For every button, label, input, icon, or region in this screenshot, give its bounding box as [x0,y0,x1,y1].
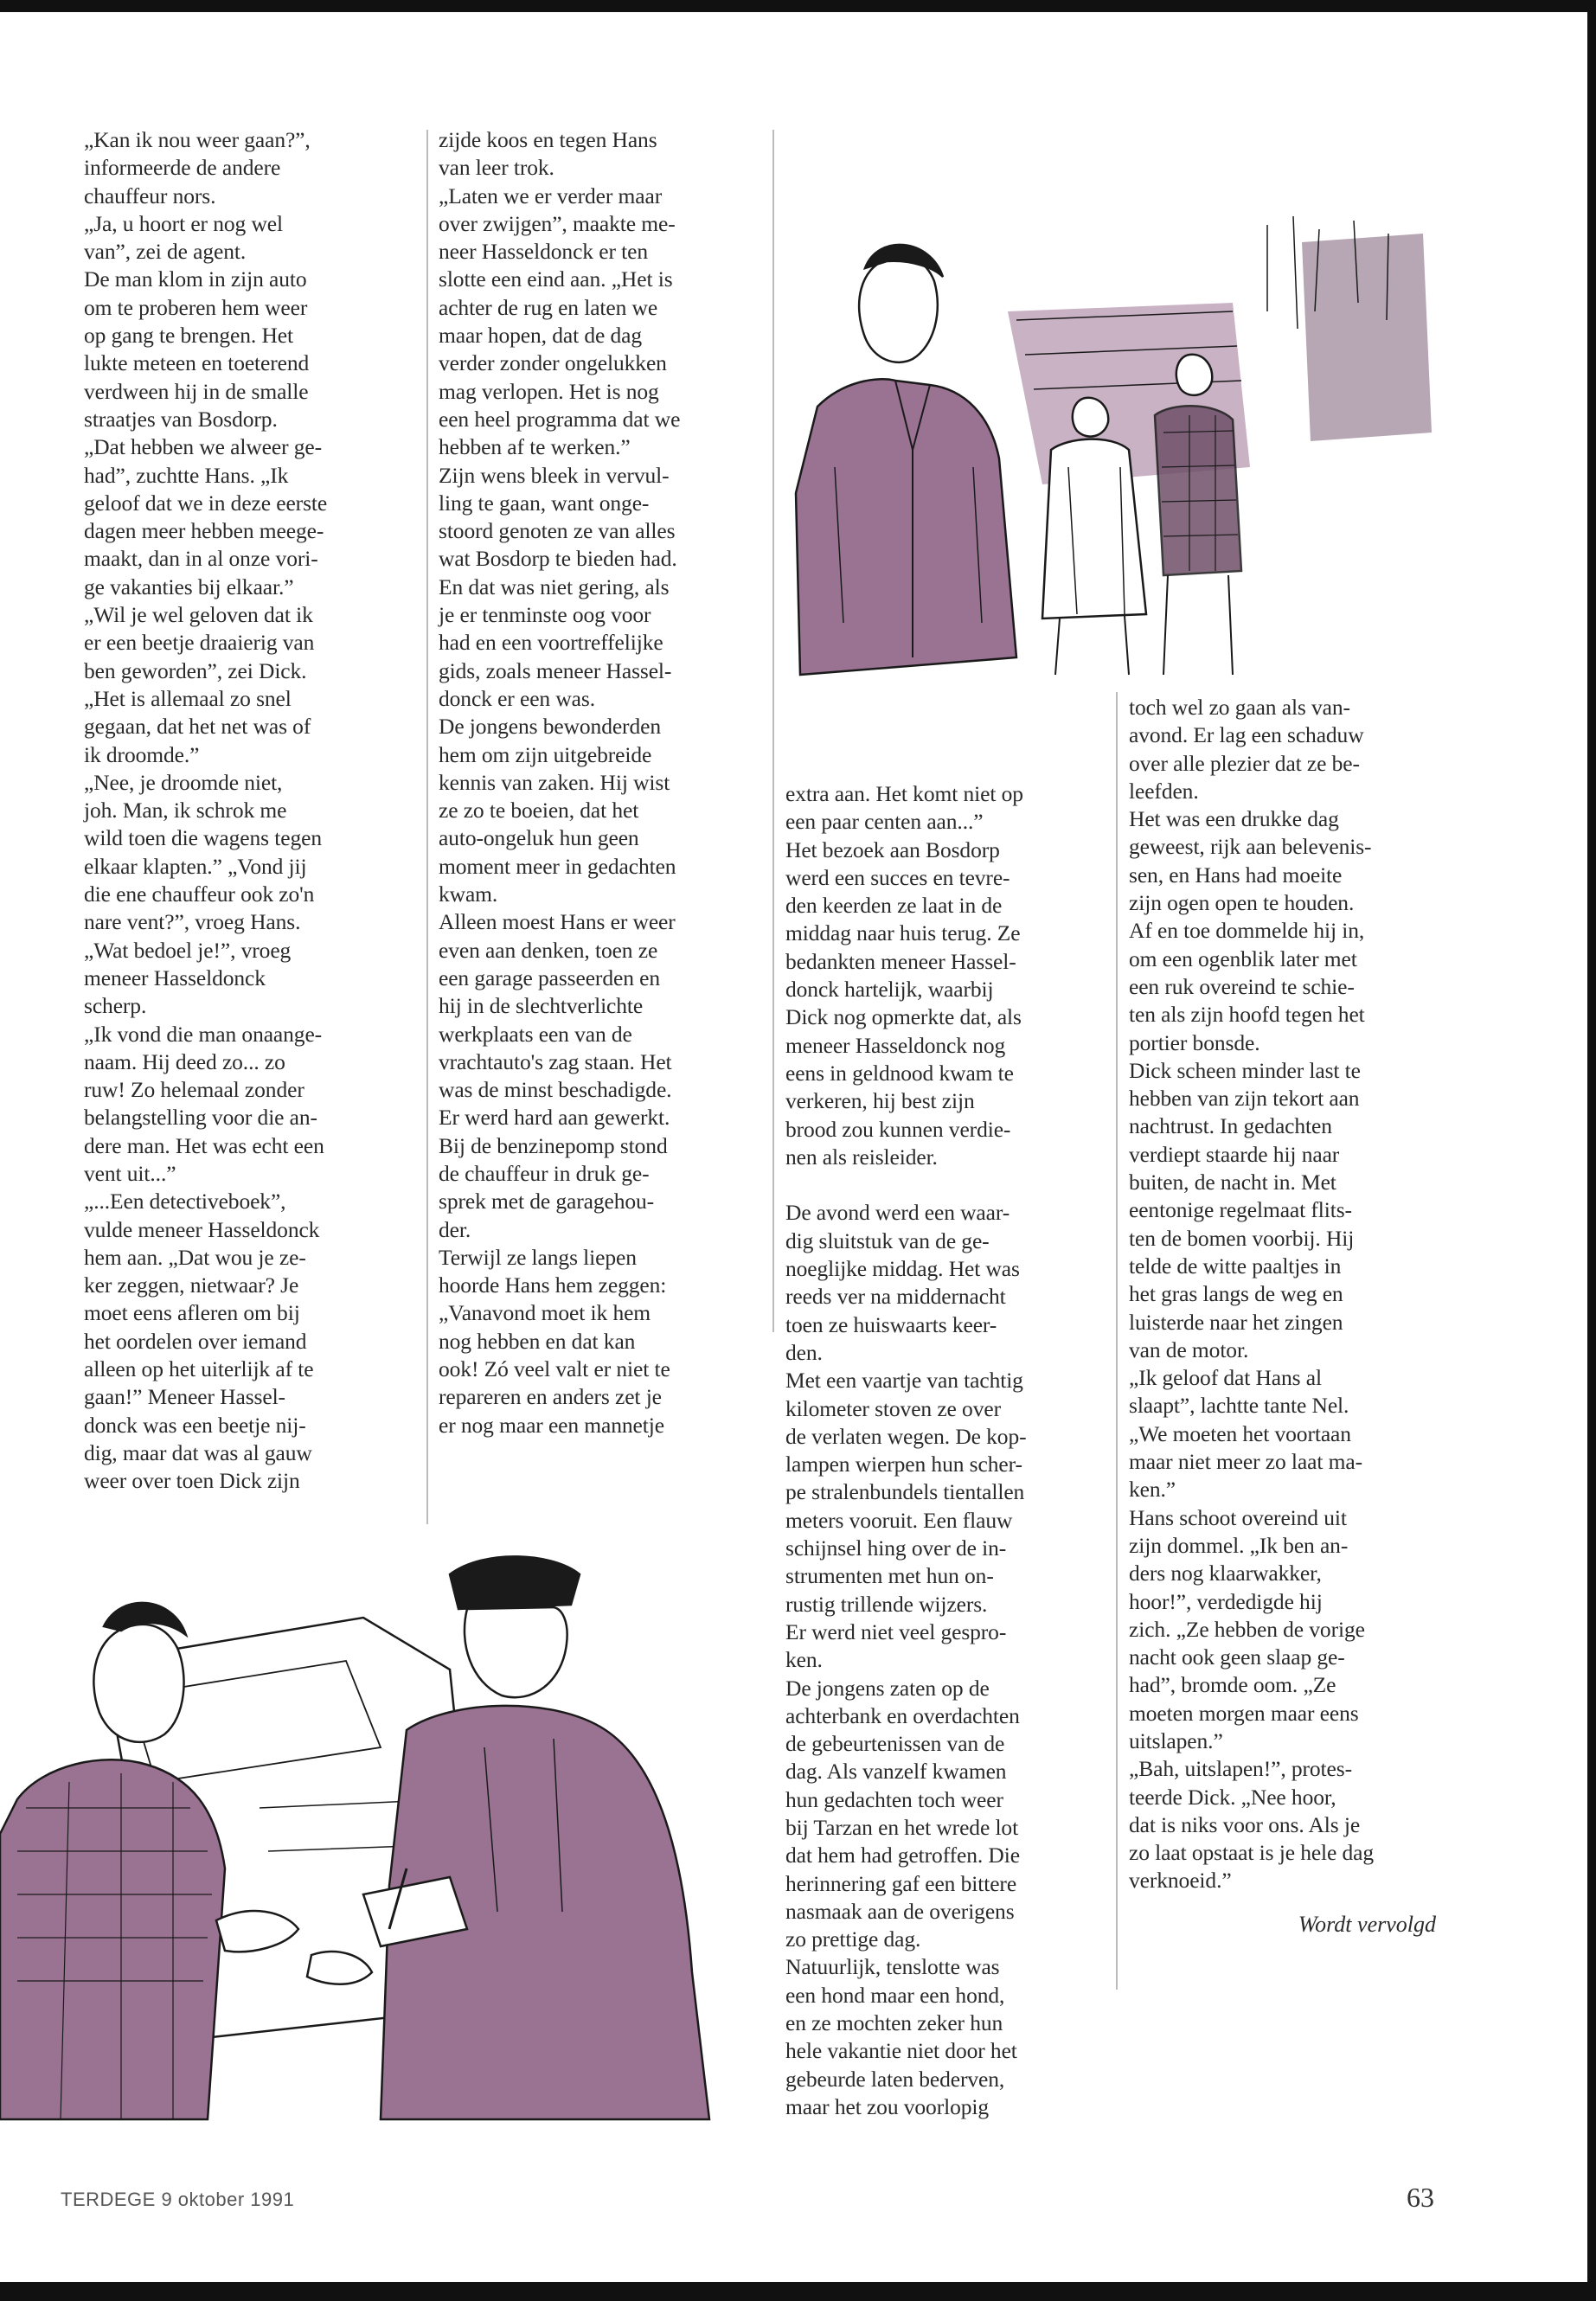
text-column-2: zijde koos en tegen Hans van leer trok. „Laten we er verder maar over zwijgen”, maakte me- neer Hasseldonck er ten slotte een eind aan. „Het is achter de rug en laten we maar hopen, dat de dag verder zonder ongelukken mag verlopen. Het is nog een heel programma dat we hebben af te werken.” Zijn wens bleek in vervul- ling te gaan, want onge- stoord genoten ze van alles wat Bosdorp te bieden had. En dat was niet gering, als je er tenminste oog voor had en een voortreffelijke gids, zoals meneer Hassel- donck er een was. De jongens bewonderden hem om zijn uitgebreide kennis van zaken. Hij wist ze zo te boeien, dat het auto-ongeluk hun geen moment meer in gedachten kwam. Alleen moest Hans er weer even aan denken, toen ze een garage passeerden en hij in de slechtverlichte werkplaats een van de vrachtauto's zag staan. Het was de minst beschadigde. Er werd hard aan gewerkt. Bij de benzinepomp stond de chauffeur in druk ge- sprek met de garagehou- der. Terwijl ze langs liepen hoorde Hans hem zeggen: „Vanavond moet ik hem nog hebben en dat kan ook! Zó veel valt er niet te repareren en anders zet je er nog maar een mannetje [439,127,681,1438]
text-column-1: „Kan ik nou weer gaan?”, informeerde de andere chauffeur nors. „Ja, u hoort er nog wel van”, zei de agent. De man klom in zijn auto om te proberen hem weer op gang te brengen. Het lukte meteen en toeterend verdween hij in de smalle straatjes van Bosdorp. „Dat hebben we alweer ge- had”, zuchtte Hans. „Ik geloof dat we in deze eerste dagen meer hebben meege- maakt, dan in al onze vori- ge vakanties bij elkaar.” „Wil je wel geloven dat ik er een beetje draaierig van ben geworden”, zei Dick. „Het is allemaal zo snel gegaan, dat het net was of ik droomde.” „Nee, je droomde niet, joh. Man, ik schrok me wild toen die wagens tegen elkaar klapten.” „Vond jij die ene chauffeur ook zo'n nare vent?”, vroeg Hans. „Wat bedoel je!”, vroeg meneer Hasseldonck scherp. „Ik vond die man onaange- naam. Hij deed zo... zo ruw! Zo helemaal zonder belangstelling voor die an- dere man. Het was echt een vent uit...” „...Een detectiveboek”, vulde meneer Hasseldonck hem aan. „Dat wou je ze- ker zeggen, nietwaar? Je moet eens afleren om bij het oordelen over iemand alleen op het uiterlijk af te gaan!” Meneer Hassel- donck was een beetje nij- dig, maar dat was al gauw weer over toen Dick zijn [84,127,328,1494]
scan-edge-top [0,0,1596,12]
footer-publication: TERDEGE 9 oktober 1991 [61,2189,295,2210]
text-column-3: extra aan. Het komt niet op een paar centen aan...” Het bezoek aan Bosdorp werd een succes en tevre- den keerden ze laat in de middag naar huis terug. Ze bedankten meneer Hassel- donck hartelijk, waarbij Dick nog opmerkte dat, als meneer Hasseldonck nog eens in geldnood kwam te verkeren, hij best zijn brood zou kunnen verdie- nen als reisleider. De avond werd een waar- dig sluitstuk van de ge- noeglijke middag. Het was reeds ver na middernacht toen ze huiswaarts keer- den. Met een vaartje van tachtig kilometer stoven ze over de verlaten wegen. De kop- lampen wierpen hun scher- pe stralenbundels tientallen meters vooruit. Een flauw schijnsel hing over de in- strumenten met hun on- rustig trillende wijzers. Er werd niet veel gespro- ken. De jongens zaten op de achterbank en overdachten de gebeurtenissen van de dag. Als vanzelf kwamen hun gedachten toch weer bij Tarzan en het wrede lot dat hem had getroffen. Die herinnering gaf een bittere nasmaak aan de overigens zo prettige dag. Natuurlijk, tenslotte was een hond maar een hond, en ze mochten zeker hun hele vakantie niet door het gebeurde laten bederven, maar het zou voorlopig [785,781,1027,2119]
illustration-street-scene [783,208,1440,692]
page-number: 63 [1407,2182,1434,2213]
scan-edge-right [1587,0,1596,2301]
column-divider [772,130,774,1332]
scan-edge-bottom [0,2282,1596,2301]
text-column-4: toch wel zo gaan als van- avond. Er lag een schaduw over alle plezier dat ze be- leefden. Het was een drukke dag geweest, rijk aan belevenis- sen, en Hans had moeite zijn ogen open te houden. Af en toe dommelde hij in, om een ogenblik later met een ruk overeind te schie- ten als zijn hoofd tegen het portier bonsde. Dick scheen minder last te hebben van zijn tekort aan nachtrust. In gedachten verdiept staarde hij naar buiten, de nacht in. Met eentonige regelmaat flits- ten de bomen voorbij. Hij telde de witte paaltjes in het gras langs de weg en luisterde naar het zingen van de motor. „Ik geloof dat Hans al slaapt”, lachtte tante Nel. „We moeten het voortaan maar niet meer zo laat ma- ken.” Hans schoot overeind uit zijn dommel. „Ik ben an- ders nog klaarwakker, hoor!”, verdedigde hij zich. „Ze hebben de vorige nacht ook geen slaap ge- had”, bromde oom. „Ze moeten morgen maar eens uitslapen.” „Bah, uitslapen!”, protes- teerde Dick. „Nee hoor, dat is niks voor ons. Als je zo laat opstaat is je hele dag verknoeid.” [1129,695,1375,1894]
illustration-policeman-scene [0,1522,761,2128]
column-divider [1116,692,1118,1990]
continued-note: Wordt vervolgd [1298,1912,1436,1937]
column-divider [426,130,428,1524]
